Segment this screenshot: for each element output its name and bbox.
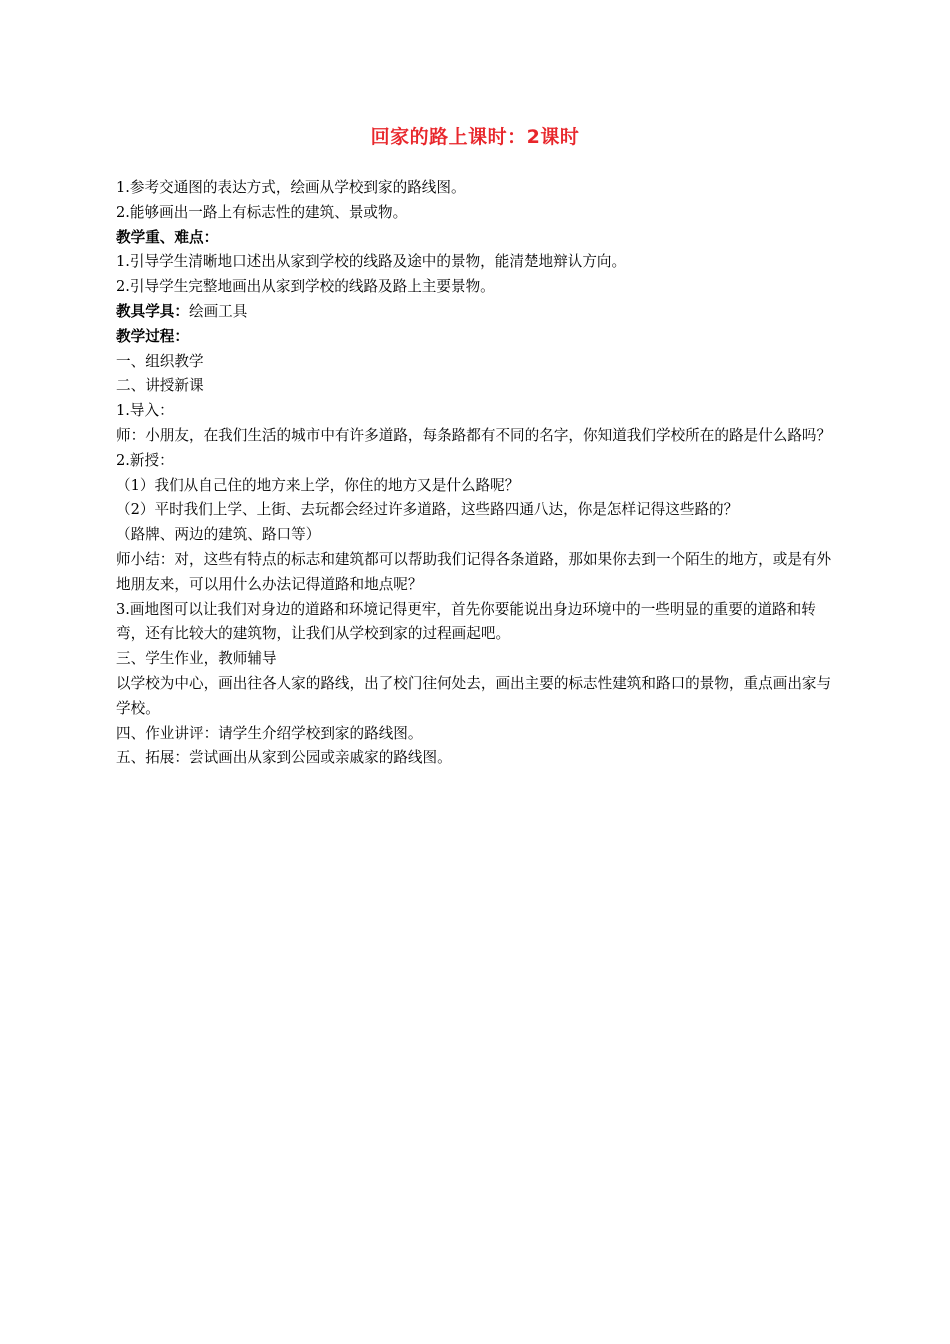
homework-paragraph: 以学校为中心，画出往各人家的路线，出了校门往何处去，画出主要的标志性建筑和路口的景物，重点画出家与学校。 — [116, 674, 832, 717]
teacher-summary: 师小结：对，这些有特点的标志和建筑都可以帮助我们记得各条道路，那如果你去到一个陌生的地方，或是有外地朋友来，可以用什么办法记得道路和地点呢？ — [116, 550, 832, 593]
key-point-1: 1.引导学生清晰地口述出从家到学校的线路及途中的景物，能清楚地辩认方向。 — [116, 253, 627, 271]
step-2: 二、讲授新课 — [116, 377, 204, 395]
tools-line — [116, 300, 844, 325]
new-lesson-heading: 2.新授： — [116, 451, 174, 469]
intro-heading: 1.导入： — [116, 402, 174, 420]
question-2-answer: （路牌、两边的建筑、路口等） — [116, 526, 321, 544]
step-5: 五、拓展：尝试画出从家到公园或亲戚家的路线图。 — [116, 749, 452, 767]
goal-1: 1.参考交通图的表达方式，绘画从学校到家的路线图。 — [116, 179, 466, 196]
map-paragraph: 3.画地图可以让我们对身边的道路和环境记得更牢，首先你要能说出身边环境中的一些明显的重要的道路和转弯，还有比较大的建筑物，让我们从学校到家的过程画起吧。 — [116, 600, 816, 643]
step-3: 三、学生作业，教师辅导 — [116, 650, 277, 668]
tools-label: 教具学具： — [116, 302, 189, 320]
step-4: 四、作业讲评：请学生介绍学校到家的路线图。 — [116, 724, 423, 742]
question-2: （2）平时我们上学、上街、去玩都会经过许多道路，这些路四通八达，你是怎样记得这些路的？ — [116, 501, 739, 519]
question-1: （1）我们从自己住的地方来上学，你住的地方又是什么路呢？ — [116, 476, 520, 494]
teacher-question: 师：小朋友，在我们生活的城市中有许多道路，每条路都有不同的名字，你知道我们学校所在的路是什么路吗？ — [116, 426, 832, 444]
goal-2: 2.能够画出一路上有标志性的建筑、景或物。 — [116, 203, 408, 221]
step-1: 一、组织教学 — [116, 352, 204, 370]
process-heading: 教学过程： — [116, 327, 189, 345]
key-points-heading: 教学重、难点： — [116, 228, 219, 246]
tools-value: 绘画工具 — [188, 302, 248, 320]
document-body — [116, 176, 844, 771]
document-title: 回家的路上课时：2课时 — [370, 126, 580, 148]
key-point-2: 2.引导学生完整地画出从家到学校的线路及路上主要景物。 — [116, 278, 495, 296]
